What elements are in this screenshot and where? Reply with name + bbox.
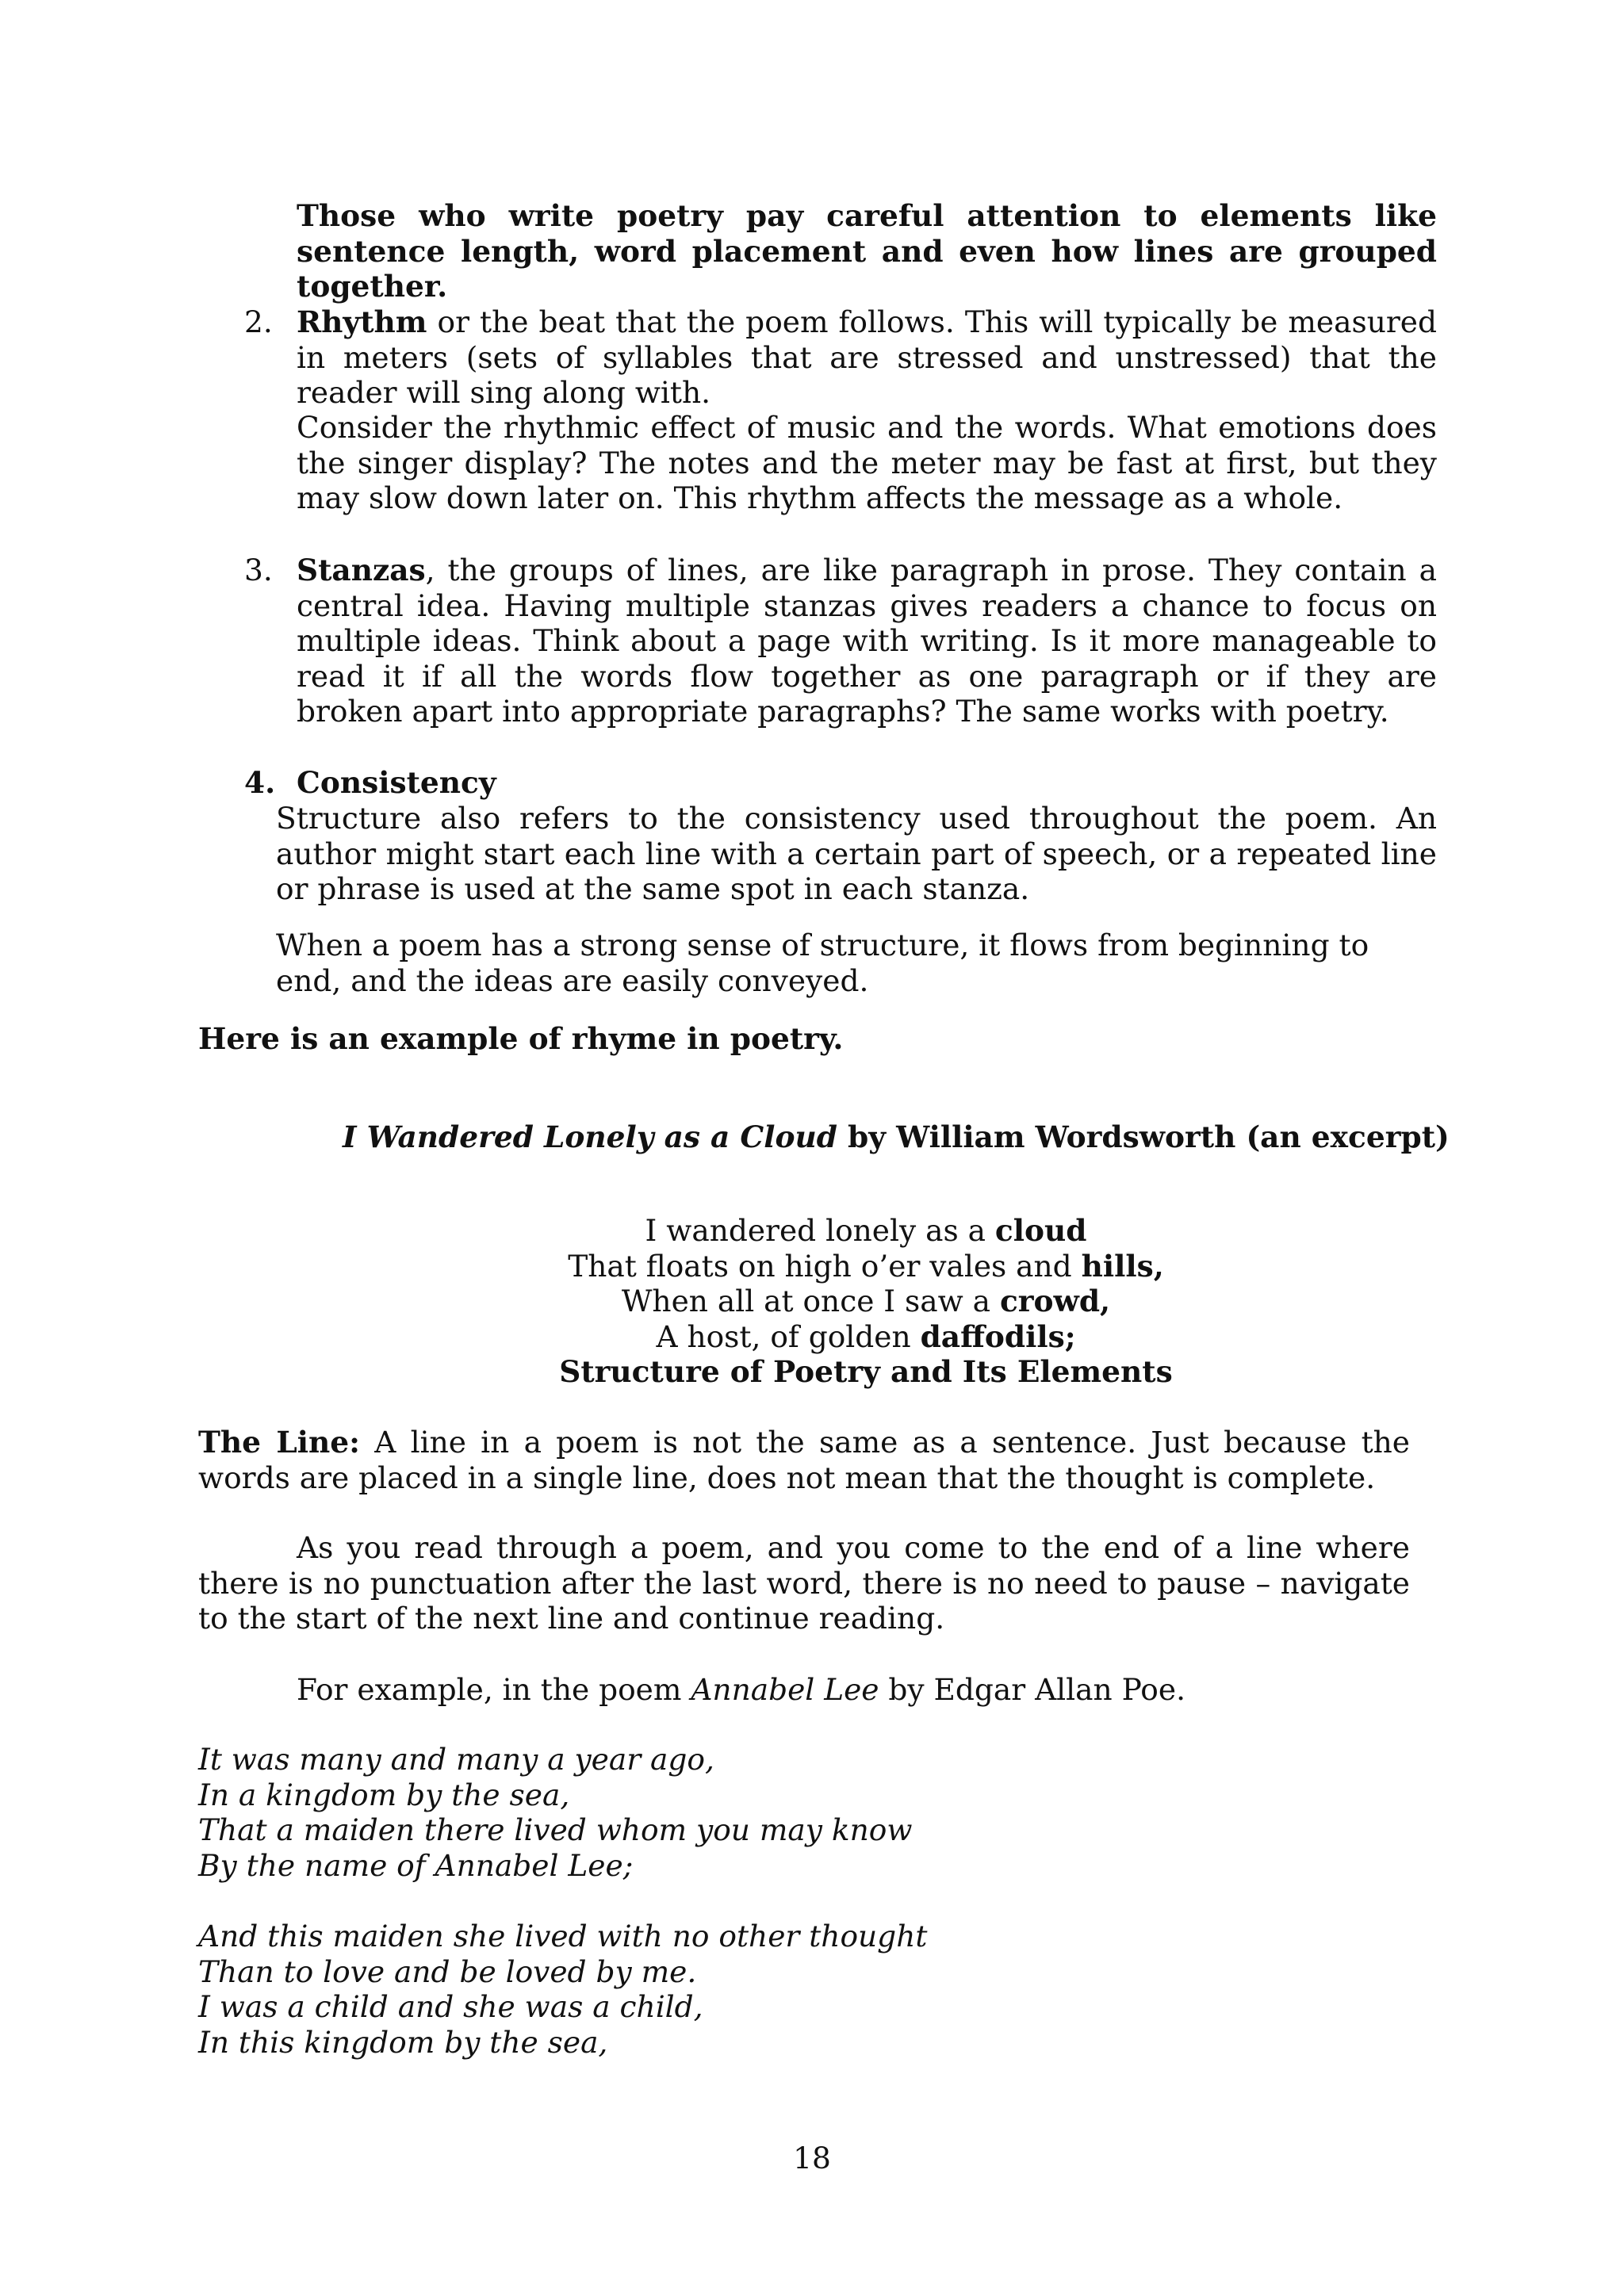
list-number-2: 2.: [244, 304, 273, 339]
poem-line: [469, 1284, 1262, 1319]
stanza-line: In this kingdom by the sea,: [198, 2024, 608, 2060]
consistency-text: Structure also refers to the consistency used throughout the poem. An author might start each line with a certain part of speech, or a repeated line or phrase is used at the same spot in each stanza.: [276, 801, 1437, 906]
stanza-line: And this maiden she lived with no other thought: [198, 1919, 928, 1954]
the-line-paragraph: [198, 1425, 1410, 1495]
the-line-text: A line in a poem is not the same as a sentence. Just because the words are placed in a single line, does not mean that the thought is complete.: [198, 1425, 1410, 1495]
annabel-lee-stanza-1: [198, 1742, 1308, 1883]
consistency-paragraph: [276, 801, 1437, 907]
poem-byline: by William Wordsworth (an excerpt): [837, 1119, 1450, 1154]
consistency-heading: [297, 765, 1437, 801]
poem-line: [469, 1213, 1262, 1249]
list-number-4: 4.: [244, 765, 276, 800]
list-number-3: 3.: [244, 553, 273, 587]
poem-line-text: I wandered lonely as a: [645, 1213, 995, 1248]
stanza-line: In a kingdom by the sea,: [198, 1777, 570, 1812]
intro-paragraph: [297, 198, 1437, 304]
poem-rhyme-word: cloud: [994, 1213, 1087, 1248]
poem-line-text: When all at once I saw a: [621, 1284, 1000, 1318]
poem-rhyme-word: daffodils;: [920, 1318, 1076, 1354]
rhythm-paragraph-2: [297, 410, 1437, 516]
list-item-stanzas: [297, 553, 1437, 729]
poem-line-text: A host, of golden: [656, 1318, 921, 1354]
rhythm-text: or the beat that the poem follows. This will typically be measured in meters (sets of syllables that are stressed and unstressed) that the reader will sing along with.: [297, 304, 1437, 410]
intro-text: Those who write poetry pay careful attention to elements like sentence length, word placement and even how lines are grouped together.: [297, 198, 1437, 304]
stanzas-text: , the groups of lines, are like paragraph in prose. They contain a central idea. Having multiple stanzas gives readers a chance to focus on multiple ideas. Think about a page with writing. Is it more manageable to read it if all the words flow together as one paragraph or if they are broken apart into appropriate paragraphs? The same works with poetry.: [297, 553, 1437, 729]
navigate-text: As you read through a poem, and you come to the end of a line where there is no punctuation after the last word, there is no need to pause – navigate to the start of the next line and continue reading.: [198, 1530, 1410, 1636]
stanza-line: I was a child and she was a child,: [198, 1989, 703, 2024]
example-heading-text: Here is an example of rhyme in poetry.: [198, 1021, 844, 1056]
annabel-example-intro: [297, 1672, 1437, 1708]
consistency-text-2: When a poem has a strong sense of structure, it flows from beginning to end, and the ideas are easily conveyed.: [276, 928, 1369, 998]
the-line-label: The Line:: [198, 1425, 360, 1460]
example-heading: [198, 1021, 1437, 1057]
poem-title: [343, 1119, 1453, 1155]
annabel-lee-stanza-2: [198, 1919, 1308, 2060]
list-item-rhythm: [297, 304, 1437, 411]
poem-title-text: I Wandered Lonely as a Cloud: [343, 1119, 837, 1154]
stanzas-term: Stanzas: [297, 553, 426, 587]
consistency-paragraph-2: [276, 928, 1437, 998]
example-poem-author: by Edgar Allan Poe.: [879, 1672, 1186, 1707]
rhythm-term: Rhythm: [297, 304, 427, 339]
navigate-paragraph: [198, 1530, 1410, 1636]
stanza-line: That a maiden there lived whom you may know: [198, 1812, 913, 1847]
poem-line-text: That floats on high o’er vales and: [568, 1248, 1082, 1284]
poem-line: [469, 1319, 1262, 1355]
example-poem-title: Annabel Lee: [691, 1672, 879, 1707]
stanza-line: Than to love and be loved by me.: [198, 1954, 697, 1989]
page-number: 18: [793, 2141, 831, 2175]
rhythm-text-2: Consider the rhythmic effect of music and the words. What emotions does the singer display? The notes and the meter may be fast at first, but they may slow down later on. This rhythm affects the message as a whole.: [297, 410, 1437, 515]
poem-rhyme-word: hills,: [1081, 1248, 1164, 1284]
example-intro-text: For example, in the poem: [297, 1672, 691, 1707]
stanza-line: It was many and many a year ago,: [198, 1742, 714, 1777]
poem-rhyme-word: crowd,: [999, 1284, 1111, 1318]
stanza-line: By the name of Annabel Lee;: [198, 1847, 634, 1883]
section-heading: Structure of Poetry and Its Elements: [559, 1354, 1173, 1389]
consistency-term: Consistency: [297, 765, 496, 800]
poem-line: [469, 1249, 1262, 1284]
wordsworth-poem: [469, 1213, 1262, 1390]
